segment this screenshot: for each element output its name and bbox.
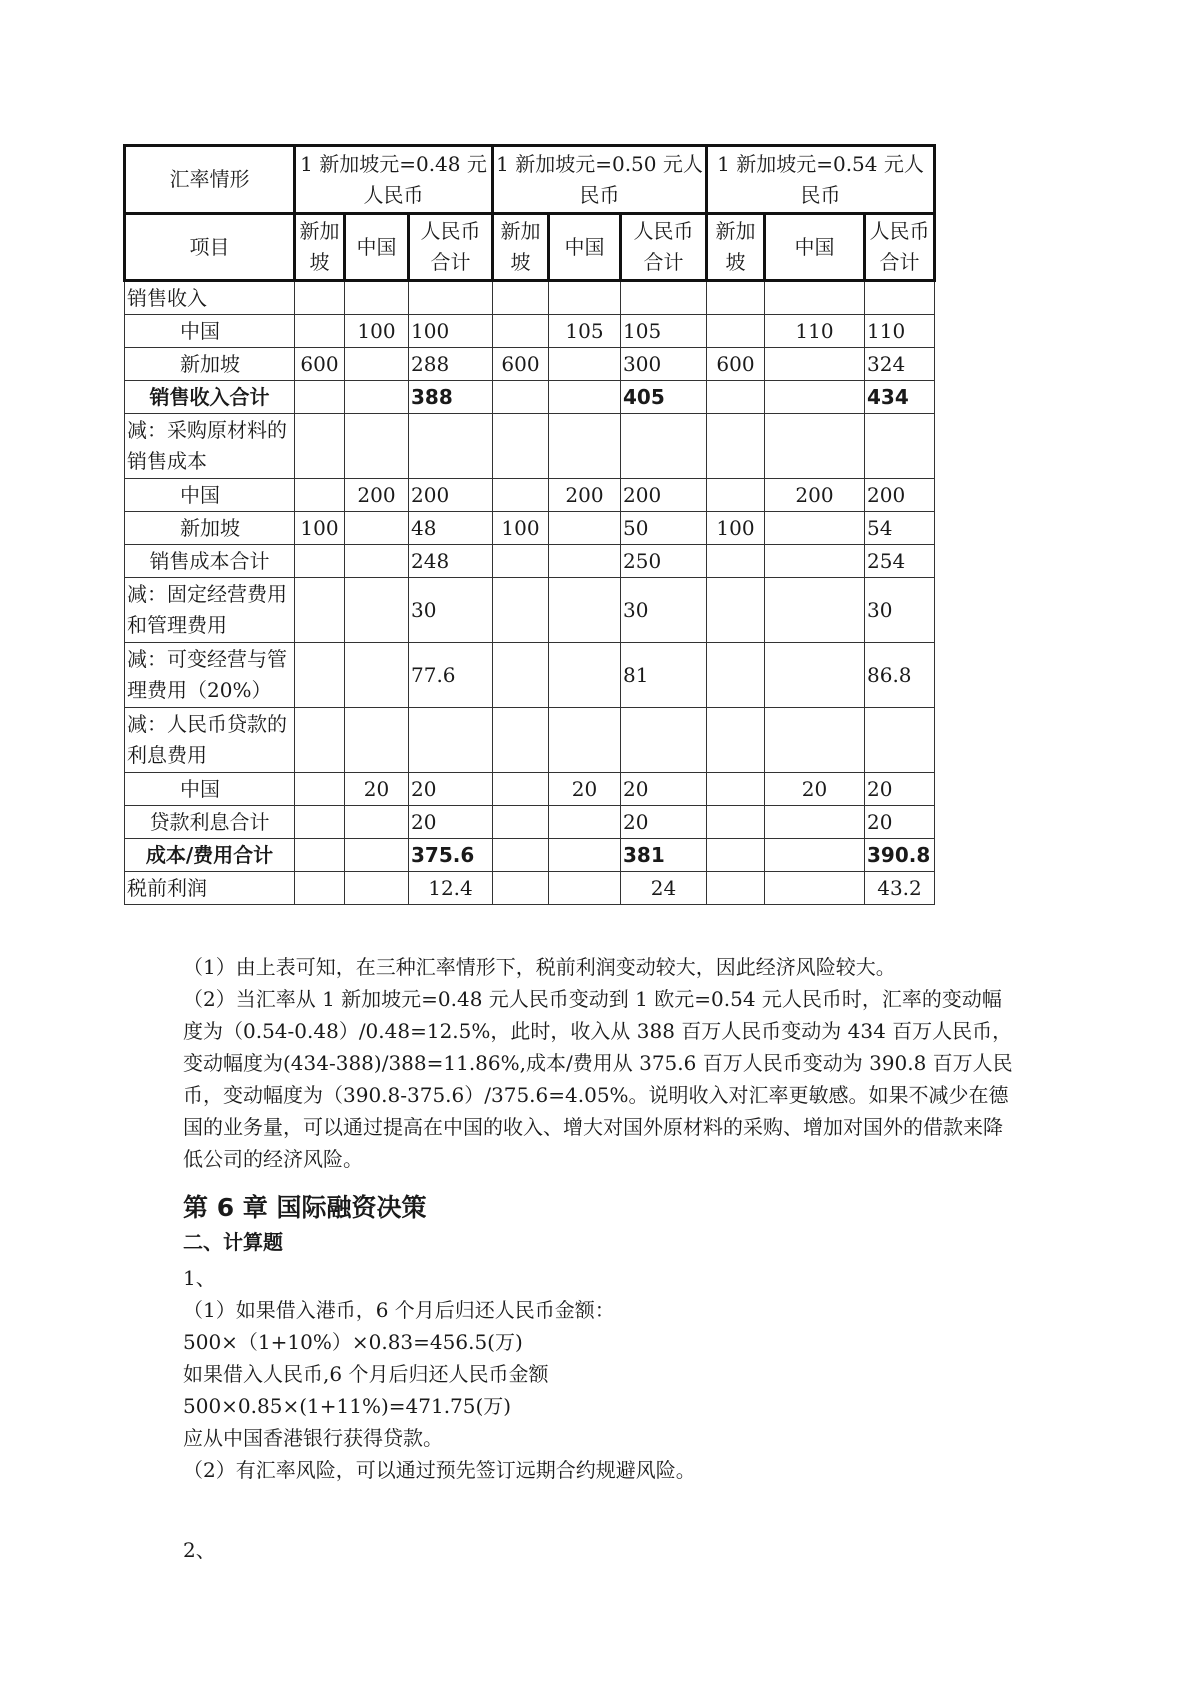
table-cell: [549, 281, 621, 315]
item-header: 项目: [125, 214, 295, 281]
table-cell: [345, 806, 409, 839]
table-cell: 30: [621, 578, 707, 643]
analysis-paragraph-2: （2）当汇率从 1 新加坡元=0.48 元人民币变动到 1 欧元=0.54 元人民币时，汇率的变动幅度为（0.54-0.48）/0.48=12.5%，此时，收入从 388 百万人民币变动为 434 百万人民币，变动幅度为(434-388)/388=11.86%,成本/费用从 375.6 百万人民币变动为 390.8 百万人民币，变动幅度为（390.8-375.6）/375.6=4.05%。说明收入对汇率更敏感。如果不减少在德国的业务量，可以通过提高在中国的收入、增大对国外原材料的采购、增加对国外的借款来降低公司的经济风险。: [183, 987, 1013, 1171]
table-cell: [493, 806, 549, 839]
column-header: 新加坡: [707, 214, 765, 281]
table-cell: 105: [549, 315, 621, 348]
table-cell: 20: [409, 806, 493, 839]
table-cell: [549, 414, 621, 479]
table-cell: [295, 381, 345, 414]
column-header: 中国: [345, 214, 409, 281]
table-cell: [707, 872, 765, 905]
table-cell: [707, 414, 765, 479]
table-cell: 100: [345, 315, 409, 348]
table-cell: 600: [295, 348, 345, 381]
table-cell: [493, 479, 549, 512]
rate-scenario-3: 1 新加坡元=0.54 元人民币: [707, 146, 935, 214]
table-cell: [765, 578, 865, 643]
analysis-block: [183, 951, 1013, 1175]
table-row: [125, 315, 935, 348]
table-cell: [765, 281, 865, 315]
question-1-part-b-calc: 500×0.85×(1+11%)=471.75(万): [183, 1394, 512, 1418]
table-cell: [295, 414, 345, 479]
table-cell: 288: [409, 348, 493, 381]
table-cell: 388: [409, 381, 493, 414]
question-1-part-a: （1）如果借入港币，6 个月后归还人民币金额：: [183, 1298, 615, 1322]
table-cell: [765, 545, 865, 578]
table-cell: [493, 643, 549, 708]
table-cell: [549, 381, 621, 414]
table-cell: [765, 381, 865, 414]
table-cell: [549, 806, 621, 839]
table-cell: 12.4: [409, 872, 493, 905]
column-header: 人民币合计: [621, 214, 707, 281]
table-cell: [765, 512, 865, 545]
table-cell: [295, 773, 345, 806]
table-cell: [707, 381, 765, 414]
table-cell: [707, 545, 765, 578]
table-cell: [409, 708, 493, 773]
column-header: 中国: [549, 214, 621, 281]
row-label: 减：采购原材料的销售成本: [125, 414, 295, 479]
table-cell: [345, 708, 409, 773]
table-cell: 20: [621, 806, 707, 839]
table-cell: [707, 315, 765, 348]
table-cell: [549, 643, 621, 708]
table-cell: 81: [621, 643, 707, 708]
table-cell: [621, 414, 707, 479]
table-cell: [295, 806, 345, 839]
table-cell: [295, 708, 345, 773]
table-cell: [295, 315, 345, 348]
question-1-part-2: （2）有汇率风险，可以通过预先签订远期合约规避风险。: [183, 1458, 696, 1482]
table-cell: [707, 643, 765, 708]
table-row: [125, 708, 935, 773]
table-cell: [621, 281, 707, 315]
row-label: 中国: [125, 773, 295, 806]
table-cell: 100: [493, 512, 549, 545]
table-cell: [345, 348, 409, 381]
chapter-title: 第 6 章 国际融资决策: [183, 1193, 427, 1222]
table-cell: 110: [865, 315, 935, 348]
table-cell: [345, 578, 409, 643]
table-cell: 20: [409, 773, 493, 806]
table-cell: 381: [621, 839, 707, 872]
table-row: [125, 643, 935, 708]
table-cell: [345, 281, 409, 315]
table-cell: [549, 839, 621, 872]
analysis-paragraph-1: （1）由上表可知，在三种汇率情形下，税前利润变动较大，因此经济风险较大。: [183, 955, 896, 979]
rate-scenario-1: 1 新加坡元=0.48 元人民币: [295, 146, 493, 214]
section-title: 二、计算题: [183, 1230, 283, 1254]
row-label: 成本/费用合计: [125, 839, 295, 872]
column-header: 中国: [765, 214, 865, 281]
table-cell: 105: [621, 315, 707, 348]
table-cell: 300: [621, 348, 707, 381]
table-cell: [345, 512, 409, 545]
table-cell: [707, 281, 765, 315]
table-cell: 54: [865, 512, 935, 545]
table-cell: [549, 512, 621, 545]
row-label: 销售收入合计: [125, 381, 295, 414]
table-cell: [549, 578, 621, 643]
table-cell: [409, 281, 493, 315]
row-label: 减：固定经营费用和管理费用: [125, 578, 295, 643]
column-header: 人民币合计: [409, 214, 493, 281]
row-label: 新加坡: [125, 348, 295, 381]
table-cell: [345, 839, 409, 872]
table-cell: 200: [345, 479, 409, 512]
table-cell: 405: [621, 381, 707, 414]
row-label: 销售成本合计: [125, 545, 295, 578]
table-cell: 248: [409, 545, 493, 578]
row-label: 税前利润: [125, 872, 295, 905]
exchange-rate-table: [123, 144, 936, 905]
table-cell: 100: [409, 315, 493, 348]
table-cell: [493, 381, 549, 414]
table-cell: [549, 708, 621, 773]
table-cell: [493, 414, 549, 479]
row-label: 新加坡: [125, 512, 295, 545]
table-row: [125, 839, 935, 872]
table-cell: [345, 545, 409, 578]
table-cell: 48: [409, 512, 493, 545]
table-cell: 390.8: [865, 839, 935, 872]
table-cell: [765, 806, 865, 839]
row-label: 销售收入: [125, 281, 295, 315]
question-1-part-a-calc: 500×（1+10%）×0.83=456.5(万): [183, 1330, 523, 1354]
table-cell: 200: [621, 479, 707, 512]
table-cell: 200: [865, 479, 935, 512]
column-header: 新加坡: [493, 214, 549, 281]
table-cell: [765, 348, 865, 381]
table-cell: [765, 414, 865, 479]
table-cell: [707, 708, 765, 773]
table-cell: 434: [865, 381, 935, 414]
table-cell: [345, 872, 409, 905]
table-cell: 86.8: [865, 643, 935, 708]
table-cell: [865, 414, 935, 479]
table-cell: [493, 773, 549, 806]
table-cell: [549, 872, 621, 905]
table-row: [125, 414, 935, 479]
rate-scenario-2: 1 新加坡元=0.50 元人民币: [493, 146, 707, 214]
row-label: 中国: [125, 315, 295, 348]
table-cell: [493, 839, 549, 872]
table-header-rates: [125, 146, 935, 214]
table-cell: [707, 806, 765, 839]
table-cell: 20: [345, 773, 409, 806]
table-cell: [409, 414, 493, 479]
table-cell: [493, 872, 549, 905]
table-cell: 600: [493, 348, 549, 381]
table-cell: [707, 578, 765, 643]
table-row: [125, 872, 935, 905]
table-cell: [345, 381, 409, 414]
table-cell: [295, 872, 345, 905]
table-cell: 20: [549, 773, 621, 806]
table-cell: [295, 545, 345, 578]
table-cell: 77.6: [409, 643, 493, 708]
table-cell: 50: [621, 512, 707, 545]
table-row: [125, 773, 935, 806]
table-cell: [295, 281, 345, 315]
table-cell: [621, 708, 707, 773]
table-cell: [865, 708, 935, 773]
table-cell: [295, 578, 345, 643]
row-label: 减：可变经营与管理费用（20%）: [125, 643, 295, 708]
table-cell: [295, 479, 345, 512]
table-header-columns: [125, 214, 935, 281]
table-cell: 110: [765, 315, 865, 348]
table-cell: [707, 839, 765, 872]
table-row: [125, 381, 935, 414]
column-header: 人民币合计: [865, 214, 935, 281]
table-cell: [493, 545, 549, 578]
table-cell: 250: [621, 545, 707, 578]
table-cell: [295, 643, 345, 708]
table-cell: [707, 773, 765, 806]
table-cell: 254: [865, 545, 935, 578]
table-row: [125, 545, 935, 578]
table-cell: [345, 414, 409, 479]
table-cell: [295, 839, 345, 872]
table-cell: 43.2: [865, 872, 935, 905]
table-cell: 30: [409, 578, 493, 643]
table-cell: 200: [409, 479, 493, 512]
question-1-label: 1、: [183, 1266, 216, 1290]
table-cell: [493, 281, 549, 315]
table-cell: 20: [621, 773, 707, 806]
table-cell: [549, 545, 621, 578]
table-row: [125, 281, 935, 315]
table-cell: 100: [707, 512, 765, 545]
table-cell: 200: [549, 479, 621, 512]
table-cell: [865, 281, 935, 315]
question-1-part-b: 如果借入人民币,6 个月后归还人民币金额: [183, 1362, 549, 1386]
table-cell: 20: [765, 773, 865, 806]
table-row: [125, 348, 935, 381]
table-cell: 100: [295, 512, 345, 545]
table-cell: 20: [865, 773, 935, 806]
table-row: [125, 479, 935, 512]
table-cell: 600: [707, 348, 765, 381]
table-cell: [707, 479, 765, 512]
rate-scenario-header: 汇率情形: [125, 146, 295, 214]
table-cell: 200: [765, 479, 865, 512]
table-cell: [765, 839, 865, 872]
table-row: [125, 512, 935, 545]
table-row: [125, 806, 935, 839]
table-cell: [345, 643, 409, 708]
table-row: [125, 578, 935, 643]
table-cell: 24: [621, 872, 707, 905]
question-2-label: 2、: [183, 1538, 216, 1562]
table-cell: [493, 708, 549, 773]
table-cell: 324: [865, 348, 935, 381]
question-1-conclusion: 应从中国香港银行获得贷款。: [183, 1426, 443, 1450]
table-cell: [765, 643, 865, 708]
table-cell: 30: [865, 578, 935, 643]
table-cell: [765, 872, 865, 905]
row-label: 中国: [125, 479, 295, 512]
table-cell: [493, 578, 549, 643]
table-cell: [493, 315, 549, 348]
row-label: 减：人民币贷款的利息费用: [125, 708, 295, 773]
table-cell: [765, 708, 865, 773]
table-cell: 20: [865, 806, 935, 839]
row-label: 贷款利息合计: [125, 806, 295, 839]
table-cell: [549, 348, 621, 381]
table-cell: 375.6: [409, 839, 493, 872]
column-header: 新加坡: [295, 214, 345, 281]
